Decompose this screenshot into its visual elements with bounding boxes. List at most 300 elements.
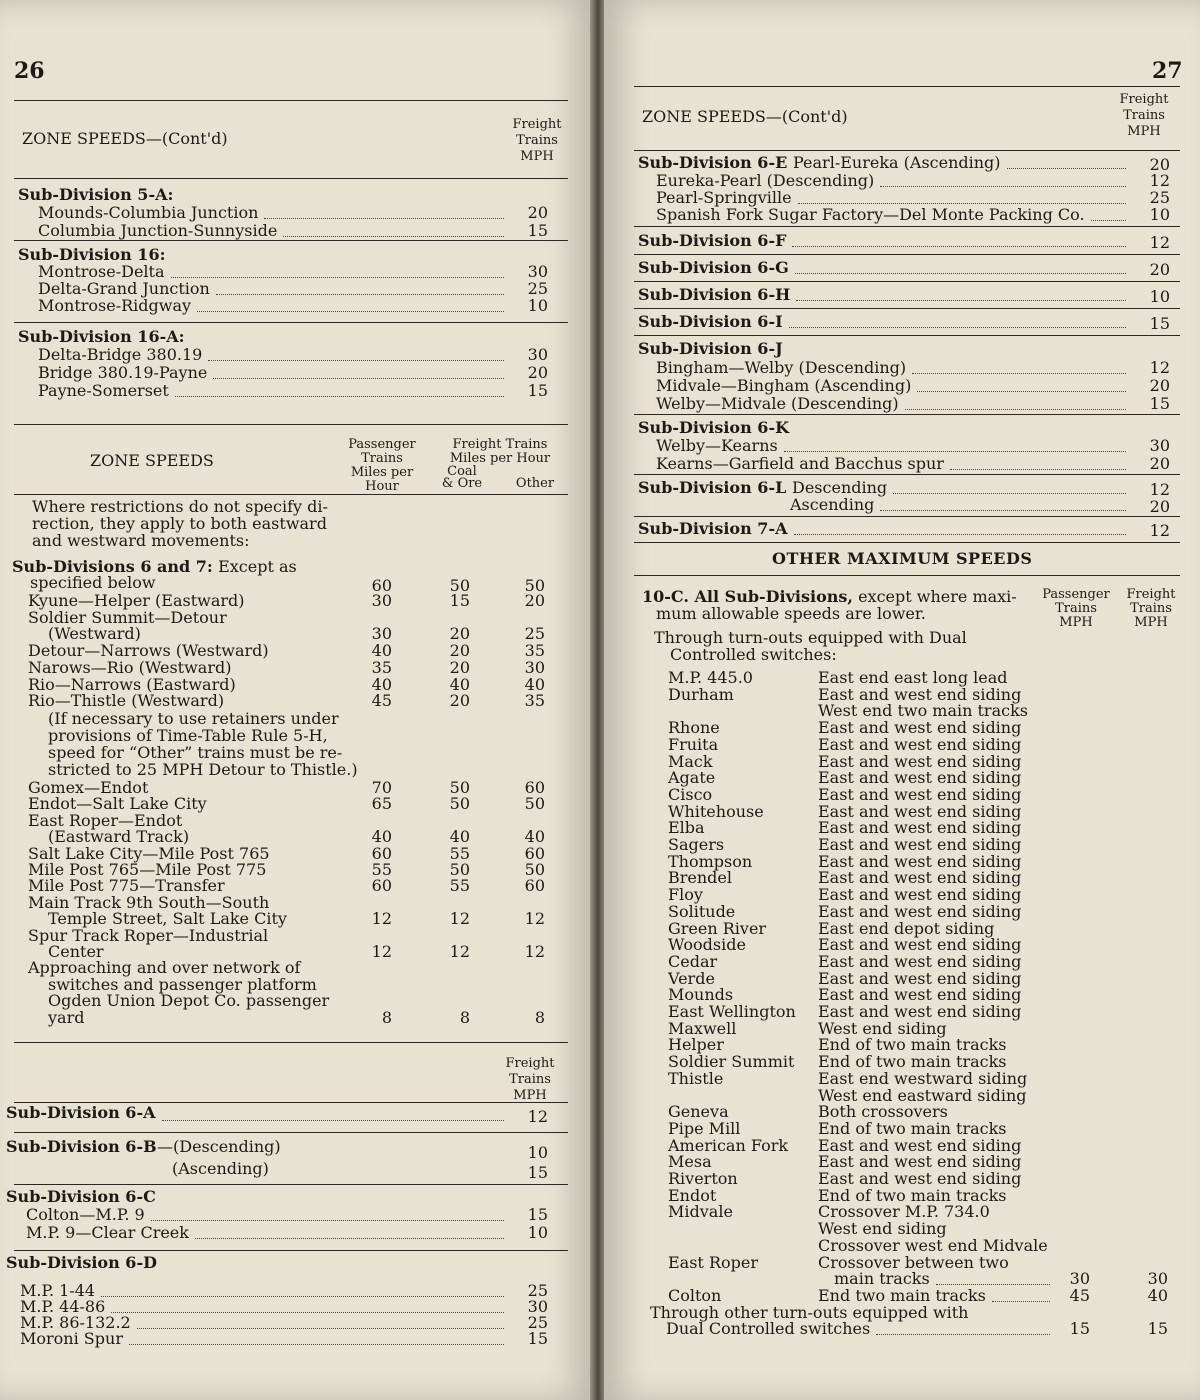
location-name: Thistle xyxy=(668,1068,724,1088)
passenger-speed: 60 xyxy=(371,843,392,863)
route-label: Pearl-Eureka (Ascending) xyxy=(793,153,1001,172)
freight-header: Freight xyxy=(512,117,562,132)
subdivision-note: Except as xyxy=(213,557,297,576)
freight-speed: 15 xyxy=(1149,314,1170,333)
subdivision-title: Sub-Division 6-B xyxy=(6,1137,157,1156)
coal-ore-speed: 15 xyxy=(449,591,470,610)
location-name: Woodside xyxy=(668,935,746,955)
freight-speed: 20 xyxy=(527,203,548,222)
route-label: Narows—Rio (Westward) xyxy=(28,657,232,677)
dot-leader xyxy=(893,493,1126,494)
freight-speed: 15 xyxy=(1149,394,1170,413)
location-name: Endot xyxy=(668,1185,717,1205)
freight-header: MPH xyxy=(520,149,554,164)
route-label: Payne-Somerset xyxy=(38,381,169,400)
dot-leader xyxy=(283,236,504,237)
rule-text: Controlled switches: xyxy=(670,645,837,664)
ascending-label: Ascending xyxy=(790,495,875,514)
location-detail: West end two main tracks xyxy=(818,701,1028,721)
subdivision-title: Sub-Division 5-A: xyxy=(18,185,174,204)
other-speed: 30 xyxy=(524,657,545,677)
location-name: Mack xyxy=(668,751,713,771)
divider-rule xyxy=(14,178,568,179)
location-detail: East end east long lead xyxy=(818,668,1008,687)
coal-ore-speed: 50 xyxy=(449,576,470,595)
freight-speed: 25 xyxy=(1149,188,1170,207)
route-label: Midvale—Bingham (Ascending) xyxy=(656,376,912,395)
route-label: Eureka-Pearl (Descending) xyxy=(656,171,875,190)
route-label: switches and passenger platform xyxy=(48,974,317,994)
dot-leader xyxy=(794,534,1126,535)
freight-speed: 20 xyxy=(1149,454,1170,473)
passenger-header: Miles per xyxy=(350,465,414,480)
note-text: (If necessary to use retainers under xyxy=(48,709,339,728)
passenger-speed: 12 xyxy=(371,909,392,929)
passenger-header: Passenger xyxy=(348,437,416,452)
freight-speed: 25 xyxy=(527,1281,548,1300)
passenger-speed: 40 xyxy=(371,827,392,847)
route-label: Mounds-Columbia Junction xyxy=(38,203,259,222)
rule-text: Through turn-outs equipped with Dual xyxy=(654,628,967,647)
location-detail: East and west end siding xyxy=(818,768,1022,788)
divider-rule xyxy=(14,1250,568,1251)
coal-ore-speed: 50 xyxy=(449,860,470,879)
other-speed: 60 xyxy=(524,876,545,896)
dot-leader xyxy=(111,1312,504,1313)
freight-speed: 25 xyxy=(527,1313,548,1332)
section-title: ZONE SPEEDS xyxy=(90,451,214,470)
route-label: Rio—Narrows (Eastward) xyxy=(28,674,236,694)
passenger-header: Trains xyxy=(1055,601,1097,616)
freight-header: Miles per Hour xyxy=(449,451,551,466)
location-detail: End of two main tracks xyxy=(818,1052,1007,1072)
coal-ore-speed: 8 xyxy=(459,1007,470,1027)
route-label: Colton—M.P. 9 xyxy=(26,1205,145,1224)
freight-speed: 12 xyxy=(1149,521,1170,540)
location-detail: East end depot siding xyxy=(818,918,995,938)
route-label: Delta-Grand Junction xyxy=(38,279,210,298)
divider-rule xyxy=(14,424,568,425)
dot-leader xyxy=(784,451,1126,452)
location-detail: East end westward siding xyxy=(818,1068,1028,1088)
divider-rule xyxy=(14,1132,568,1133)
location-name: Geneva xyxy=(668,1102,729,1122)
subdivision-title: Sub-Division 6-G xyxy=(638,258,789,277)
location-detail: East and west end siding xyxy=(818,818,1022,838)
freight-speed: 12 xyxy=(527,1107,548,1126)
divider-rule xyxy=(634,308,1180,309)
location-name: Cisco xyxy=(668,784,713,804)
note-text: and westward movements: xyxy=(32,531,250,550)
location-detail: East and west end siding xyxy=(818,1135,1022,1155)
route-label: Endot—Salt Lake City xyxy=(28,794,207,814)
other-speed: 35 xyxy=(524,641,545,661)
location-detail: East and west end siding xyxy=(818,734,1022,754)
location-name: Colton xyxy=(668,1285,722,1305)
note-text: stricted to 25 MPH Detour to Thistle.) xyxy=(48,760,358,779)
dot-leader xyxy=(992,1301,1050,1302)
other-speed: 25 xyxy=(524,624,545,644)
dot-leader xyxy=(917,391,1126,392)
divider-rule xyxy=(634,516,1180,517)
route-label: M.P. 9—Clear Creek xyxy=(26,1223,189,1242)
location-name: Whitehouse xyxy=(668,801,764,821)
note-text: rection, they apply to both eastward xyxy=(32,514,327,533)
dot-leader xyxy=(175,396,504,397)
route-label: (Eastward Track) xyxy=(48,827,190,847)
passenger-speed: 30 xyxy=(371,624,392,644)
passenger-speed: 30 xyxy=(1069,1269,1090,1289)
route-label: Montrose-Ridgway xyxy=(38,296,192,315)
other-speed: 50 xyxy=(524,860,545,879)
route-label: Temple Street, Salt Lake City xyxy=(48,909,287,929)
divider-rule xyxy=(634,335,1180,336)
dot-leader xyxy=(905,409,1126,410)
freight-speed: 25 xyxy=(527,279,548,298)
other-speed: 60 xyxy=(524,843,545,863)
location-name: Helper xyxy=(668,1035,724,1055)
coal-ore-speed: 40 xyxy=(449,827,470,847)
route-label: M.P. 86-132.2 xyxy=(20,1313,131,1332)
passenger-speed: 45 xyxy=(1069,1285,1090,1305)
passenger-speed: 60 xyxy=(371,876,392,896)
passenger-speed: 35 xyxy=(371,657,392,677)
location-name: M.P. 445.0 xyxy=(668,668,753,687)
route-label: Salt Lake City—Mile Post 765 xyxy=(28,843,270,863)
freight-speed: 30 xyxy=(1149,436,1170,455)
route-label: Main Track 9th South—South xyxy=(28,892,270,912)
freight-speed: 20 xyxy=(1149,376,1170,395)
location-detail: End of two main tracks xyxy=(818,1118,1007,1138)
location-name: Verde xyxy=(668,968,715,988)
note-text: speed for “Other” trains must be re- xyxy=(48,743,343,762)
route-label: Columbia Junction-Sunnyside xyxy=(38,221,278,240)
coal-ore-speed: 20 xyxy=(449,641,470,661)
freight-speed: 12 xyxy=(1149,233,1170,252)
freight-speed: 40 xyxy=(1147,1285,1168,1305)
location-detail: End of two main tracks xyxy=(818,1185,1007,1205)
route-label: Pearl-Springville xyxy=(656,188,792,207)
location-name: Brendel xyxy=(668,868,733,888)
passenger-header: MPH xyxy=(1059,615,1093,630)
freight-header: Freight xyxy=(505,1056,555,1071)
coal-ore-speed: 55 xyxy=(449,843,470,863)
passenger-speed: 65 xyxy=(371,794,392,814)
freight-speed: 20 xyxy=(1149,497,1170,516)
route-label: Bingham—Welby (Descending) xyxy=(656,358,907,377)
route-label: Delta-Bridge 380.19 xyxy=(38,345,203,364)
dot-leader xyxy=(162,1120,504,1121)
freight-speed: 20 xyxy=(1149,155,1170,174)
section-title: OTHER MAXIMUM SPEEDS xyxy=(772,549,1033,568)
page-number: 26 xyxy=(14,58,45,84)
location-detail: Both crossovers xyxy=(818,1102,948,1122)
divider-rule xyxy=(14,1184,568,1185)
subdivision-title: Sub-Divisions 6 and 7: xyxy=(12,557,213,576)
freight-speed: 15 xyxy=(527,1329,548,1348)
coal-ore-speed: 12 xyxy=(449,942,470,961)
dot-leader xyxy=(912,373,1126,374)
dot-leader xyxy=(796,300,1126,301)
freight-header: Trains xyxy=(1123,108,1165,123)
freight-header: Freight xyxy=(1126,587,1176,602)
location-name: Floy xyxy=(668,885,703,905)
freight-speed: 20 xyxy=(1149,260,1170,279)
subdivision-title: Sub-Division 6-F xyxy=(638,231,787,250)
route-label: East Roper—Endot xyxy=(28,810,183,830)
note-text: provisions of Time-Table Rule 5-H, xyxy=(48,726,328,745)
route-label: Rio—Thistle (Westward) xyxy=(28,691,225,711)
location-detail: East and west end siding xyxy=(818,1002,1022,1021)
location-name: Maxwell xyxy=(668,1018,737,1038)
subdivision-title: Sub-Division 6-H xyxy=(638,285,791,304)
dot-leader xyxy=(129,1344,504,1345)
freight-speed: 15 xyxy=(1147,1319,1168,1339)
page-number: 27 xyxy=(1152,58,1183,84)
rule-text: except where maxi- xyxy=(853,587,1017,606)
coal-ore-speed: 50 xyxy=(449,794,470,814)
passenger-speed: 55 xyxy=(371,860,392,879)
location-name: Soldier Summit xyxy=(668,1052,795,1072)
note-text: Where restrictions do not specify di- xyxy=(32,497,328,516)
passenger-speed: 60 xyxy=(371,576,392,595)
passenger-speed: 8 xyxy=(381,1007,392,1027)
freight-speed: 10 xyxy=(527,1143,548,1162)
dot-leader xyxy=(213,378,504,379)
route-label: Kyune—Helper (Eastward) xyxy=(28,591,245,610)
location-name: East Roper xyxy=(668,1252,758,1272)
location-name: Agate xyxy=(668,768,716,788)
location-detail: East and west end siding xyxy=(818,851,1022,871)
location-detail: East and west end siding xyxy=(818,1152,1022,1172)
dot-leader xyxy=(789,327,1126,328)
rule-text: Through other turn-outs equipped with xyxy=(650,1302,969,1322)
coal-ore-speed: 20 xyxy=(449,657,470,677)
divider-rule xyxy=(634,575,1180,576)
subdivision-title: Sub-Division 6-E xyxy=(638,153,788,172)
passenger-speed: 70 xyxy=(371,778,392,797)
location-name: Elba xyxy=(668,818,705,838)
freight-speed: 12 xyxy=(1149,358,1170,377)
dot-leader xyxy=(876,1334,1050,1335)
freight-speed: 30 xyxy=(1147,1269,1168,1289)
section-title: ZONE SPEEDS—(Cont'd) xyxy=(22,129,228,148)
freight-header: MPH xyxy=(1134,615,1168,630)
subdivision-title: Sub-Division 6-I xyxy=(638,312,783,331)
dot-leader xyxy=(798,203,1126,204)
freight-header: Trains xyxy=(509,1072,551,1087)
divider-rule xyxy=(634,414,1180,415)
freight-speed: 15 xyxy=(527,381,548,400)
passenger-speed: 45 xyxy=(371,691,392,711)
dot-leader xyxy=(1007,168,1126,169)
freight-speed: 15 xyxy=(527,1205,548,1224)
other-speed: 35 xyxy=(524,691,545,711)
route-label: Detour—Narrows (Westward) xyxy=(28,641,269,661)
location-name: Fruita xyxy=(668,734,719,754)
location-name: American Fork xyxy=(668,1135,789,1155)
freight-speed: 20 xyxy=(527,363,548,382)
route-label: Soldier Summit—Detour xyxy=(28,607,227,627)
route-label: yard xyxy=(48,1007,85,1027)
location-name: Riverton xyxy=(668,1169,738,1188)
subdivision-title: Sub-Division 6-L xyxy=(638,478,787,497)
location-detail: East and west end siding xyxy=(818,1169,1022,1188)
passenger-header: Passenger xyxy=(1042,587,1110,602)
location-name: East Wellington xyxy=(668,1002,796,1021)
location-detail: West end siding xyxy=(818,1219,947,1239)
other-speed: 40 xyxy=(524,827,545,847)
divider-rule xyxy=(634,254,1180,255)
route-label: Welby—Kearns xyxy=(656,436,778,455)
location-name: Cedar xyxy=(668,951,718,971)
divider-rule xyxy=(634,86,1180,87)
divider-rule xyxy=(14,100,568,101)
coal-ore-speed: 40 xyxy=(449,674,470,694)
dot-leader xyxy=(171,277,504,278)
passenger-header: Trains xyxy=(361,451,403,466)
freight-header: MPH xyxy=(1127,124,1161,139)
dot-leader xyxy=(101,1296,504,1297)
other-speed: 12 xyxy=(524,909,545,929)
location-name: Mesa xyxy=(668,1152,712,1172)
freight-speed: 10 xyxy=(527,296,548,315)
location-detail: East and west end siding xyxy=(818,901,1022,921)
location-detail: East and west end siding xyxy=(818,935,1022,955)
route-label: Montrose-Delta xyxy=(38,262,165,281)
subdivision-title: Sub-Division 6-K xyxy=(638,418,789,437)
other-speed: 50 xyxy=(524,576,545,595)
location-detail: East and west end siding xyxy=(818,684,1022,704)
dot-leader xyxy=(1091,220,1126,221)
other-speed: 12 xyxy=(524,942,545,961)
location-name: Durham xyxy=(668,684,734,704)
subdivision-title: Sub-Division 6-A xyxy=(6,1103,156,1122)
route-label: Spanish Fork Sugar Factory—Del Monte Packing Co. xyxy=(656,205,1085,224)
divider-rule xyxy=(634,150,1180,151)
subdivision-title: Sub-Division 16: xyxy=(18,245,166,264)
location-name: Midvale xyxy=(668,1202,733,1222)
rule-text: mum allowable speeds are lower. xyxy=(656,604,926,623)
coal-ore-speed: 55 xyxy=(449,876,470,896)
subdivision-title: Sub-Division 6-D xyxy=(6,1253,157,1272)
freight-header: Freight Trains xyxy=(452,437,548,452)
other-header: Other xyxy=(515,476,555,491)
freight-speed: 30 xyxy=(527,345,548,364)
location-name: Pipe Mill xyxy=(668,1118,741,1138)
dot-leader xyxy=(950,469,1126,470)
dot-leader xyxy=(151,1220,504,1221)
location-detail: End two main tracks xyxy=(818,1285,986,1305)
page-27 xyxy=(604,0,1200,1400)
location-detail: West end siding xyxy=(818,1018,947,1038)
route-label: Moroni Spur xyxy=(20,1329,123,1348)
location-detail: East and west end siding xyxy=(818,968,1022,988)
location-detail: East and west end siding xyxy=(818,885,1022,905)
freight-speed: 10 xyxy=(1149,287,1170,306)
other-speed: 8 xyxy=(534,1007,545,1027)
divider-rule xyxy=(14,322,568,323)
rule-text: Dual Controlled switches xyxy=(666,1319,871,1339)
subdivision-title: Sub-Division 6-C xyxy=(6,1187,156,1206)
route-label: Kearns—Garfield and Bacchus spur xyxy=(656,454,944,473)
route-label: Ogden Union Depot Co. passenger xyxy=(48,991,330,1011)
route-label: Approaching and over network of xyxy=(28,958,301,978)
route-label: Center xyxy=(48,942,104,961)
subdivision-title: Sub-Division 16-A: xyxy=(18,327,185,346)
freight-header: MPH xyxy=(513,1088,547,1103)
dot-leader xyxy=(195,1238,504,1239)
route-label: (Westward) xyxy=(48,624,141,644)
divider-rule xyxy=(14,494,568,495)
dot-leader xyxy=(197,311,504,312)
location-detail: East and west end siding xyxy=(818,784,1022,804)
dot-leader xyxy=(795,273,1126,274)
location-detail: Crossover west end Midvale xyxy=(818,1235,1048,1255)
route-label: Spur Track Roper—Industrial xyxy=(28,925,269,945)
page-26 xyxy=(0,0,592,1400)
divider-rule xyxy=(14,1042,568,1043)
location-detail: main tracks xyxy=(834,1269,930,1289)
passenger-speed: 30 xyxy=(371,591,392,610)
dot-leader xyxy=(208,360,504,361)
location-detail: End of two main tracks xyxy=(818,1035,1007,1055)
location-detail: East and west end siding xyxy=(818,951,1022,971)
freight-header: Trains xyxy=(1130,601,1172,616)
divider-rule xyxy=(634,226,1180,227)
location-name: Solitude xyxy=(668,901,736,921)
section-title: ZONE SPEEDS—(Cont'd) xyxy=(642,107,848,126)
freight-speed: 12 xyxy=(1149,171,1170,190)
route-label: M.P. 44-86 xyxy=(20,1297,106,1316)
passenger-header: Hour xyxy=(365,479,399,494)
divider-rule xyxy=(634,474,1180,475)
freight-speed: 10 xyxy=(1149,205,1170,224)
other-speed: 50 xyxy=(524,794,545,814)
location-detail: East and west end siding xyxy=(818,718,1022,738)
coal-ore-speed: 20 xyxy=(449,691,470,711)
dot-leader xyxy=(264,218,504,219)
route-label: Bridge 380.19-Payne xyxy=(38,363,208,382)
ascending-label: (Ascending) xyxy=(172,1159,269,1178)
location-name: Green River xyxy=(668,918,767,938)
freight-header: Trains xyxy=(516,133,558,148)
subdivision-note: specified below xyxy=(30,573,156,592)
other-speed: 60 xyxy=(524,778,545,797)
route-label: Welby—Midvale (Descending) xyxy=(656,394,899,413)
location-detail: East and west end siding xyxy=(818,751,1022,771)
passenger-speed: 15 xyxy=(1069,1319,1090,1339)
dot-leader xyxy=(137,1328,504,1329)
location-detail: East and west end siding xyxy=(818,985,1022,1005)
location-detail: East and west end siding xyxy=(818,868,1022,888)
location-name: Sagers xyxy=(668,835,725,854)
passenger-speed: 40 xyxy=(371,674,392,694)
coal-ore-speed: 50 xyxy=(449,778,470,797)
route-label: M.P. 1-44 xyxy=(20,1281,96,1300)
freight-header: Freight xyxy=(1119,92,1169,107)
divider-rule xyxy=(14,240,568,241)
freight-speed: 12 xyxy=(1149,480,1170,499)
freight-speed: 15 xyxy=(527,1163,548,1182)
route-label: Mile Post 775—Transfer xyxy=(28,876,225,896)
location-name: Thompson xyxy=(668,851,753,871)
coal-ore-speed: 20 xyxy=(449,624,470,644)
dot-leader xyxy=(216,294,504,295)
route-label: Gomex—Endot xyxy=(28,778,149,797)
descending-label: Descending xyxy=(792,478,888,497)
dot-leader xyxy=(880,186,1126,187)
